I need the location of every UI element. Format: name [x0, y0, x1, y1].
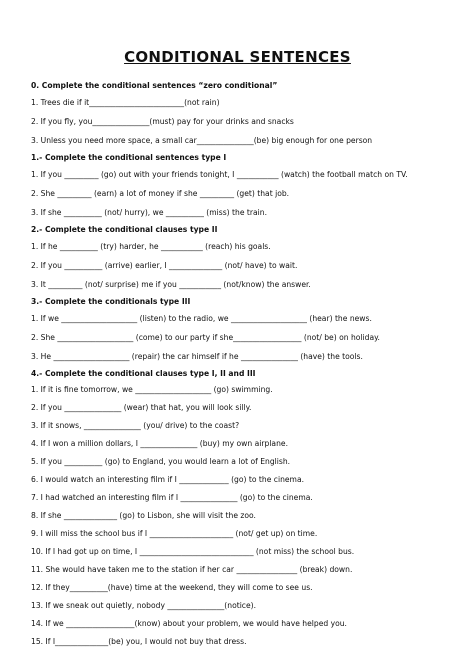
exercise-line: 8. If she ______________ (go) to Lisbon, she will visit the zoo. — [31, 511, 256, 520]
exercise-line: 3. Unless you need more space, a small car_______________(be) big enough for one person — [31, 136, 373, 145]
exercise-line: 10. If I had got up on time, I ______________________________ (not miss) the school bus. — [31, 547, 355, 556]
exercise-line: 3. If it snows, _______________ (you/ drive) to the coast? — [31, 421, 240, 430]
exercise-line: 11. She would have taken me to the station if her car ________________ (break) down. — [31, 565, 353, 574]
exercise-line: 3. If she __________ (not/ hurry), we __________ (miss) the train. — [31, 208, 268, 217]
exercise-line: 3. It _________ (not/ surprise) me if you ___________ (not/know) the answer. — [31, 280, 311, 289]
exercise-line: 2. If you fly, you_______________(must) pay for your drinks and snacks — [31, 117, 294, 126]
section-2-heading: 2.- Complete the conditional clauses type II — [31, 225, 218, 234]
exercise-line: 7. I had watched an interesting film if I _______________ (go) to the cinema. — [31, 493, 313, 502]
exercise-line: 2. If you __________ (arrive) earlier, I ______________ (not/ have) to wait. — [31, 261, 298, 270]
exercise-line: 12. If they__________(have) time at the weekend, they will come to see us. — [31, 583, 313, 592]
section-4-heading: 4.- Complete the conditional clauses type I, II and III — [31, 369, 256, 378]
worksheet-title: CONDITIONAL SENTENCES — [124, 48, 351, 66]
exercise-line: 13. If we sneak out quietly, nobody _______________(notice). — [31, 601, 257, 610]
exercise-line: 6. I would watch an interesting film if I _____________ (go) to the cinema. — [31, 475, 305, 484]
exercise-line: 2. She _________ (earn) a lot of money if she _________ (get) that job. — [31, 189, 290, 198]
exercise-line: 3. He ____________________ (repair) the car himself if he _______________ (have) the tools. — [31, 352, 363, 361]
exercise-line: 9. I will miss the school bus if I ______________________ (not/ get up) on time. — [31, 529, 318, 538]
exercise-line: 15. If I______________(be) you, I would not buy that dress. — [31, 637, 247, 646]
exercise-line: 2. If you _______________ (wear) that hat, you will look silly. — [31, 403, 252, 412]
exercise-line: 1. If you _________ (go) out with your friends tonight, I ___________ (watch) the football match on TV. — [31, 170, 408, 179]
section-3-heading: 3.- Complete the conditionals type III — [31, 297, 191, 306]
exercise-line: 1. Trees die if it_________________________(not rain) — [31, 98, 220, 107]
section-0-heading: 0. Complete the conditional sentences “zero conditional” — [31, 81, 278, 90]
exercise-line: 4. If I won a million dollars, I _______________ (buy) my own airplane. — [31, 439, 288, 448]
exercise-line: 1. If it is fine tomorrow, we ____________________ (go) swimming. — [31, 385, 273, 394]
exercise-line: 1. If we ____________________ (listen) to the radio, we ____________________ (hear) the news. — [31, 314, 372, 323]
section-1-heading: 1.- Complete the conditional sentences type I — [31, 153, 227, 162]
exercise-line: 5. If you __________ (go) to England, you would learn a lot of English. — [31, 457, 291, 466]
exercise-line: 1. If he __________ (try) harder, he ___________ (reach) his goals. — [31, 242, 271, 251]
exercise-line: 14. If we __________________(know) about your problem, we would have helped you. — [31, 619, 347, 628]
exercise-line: 2. She ____________________ (come) to our party if she__________________ (not/ be) on holiday. — [31, 333, 380, 342]
